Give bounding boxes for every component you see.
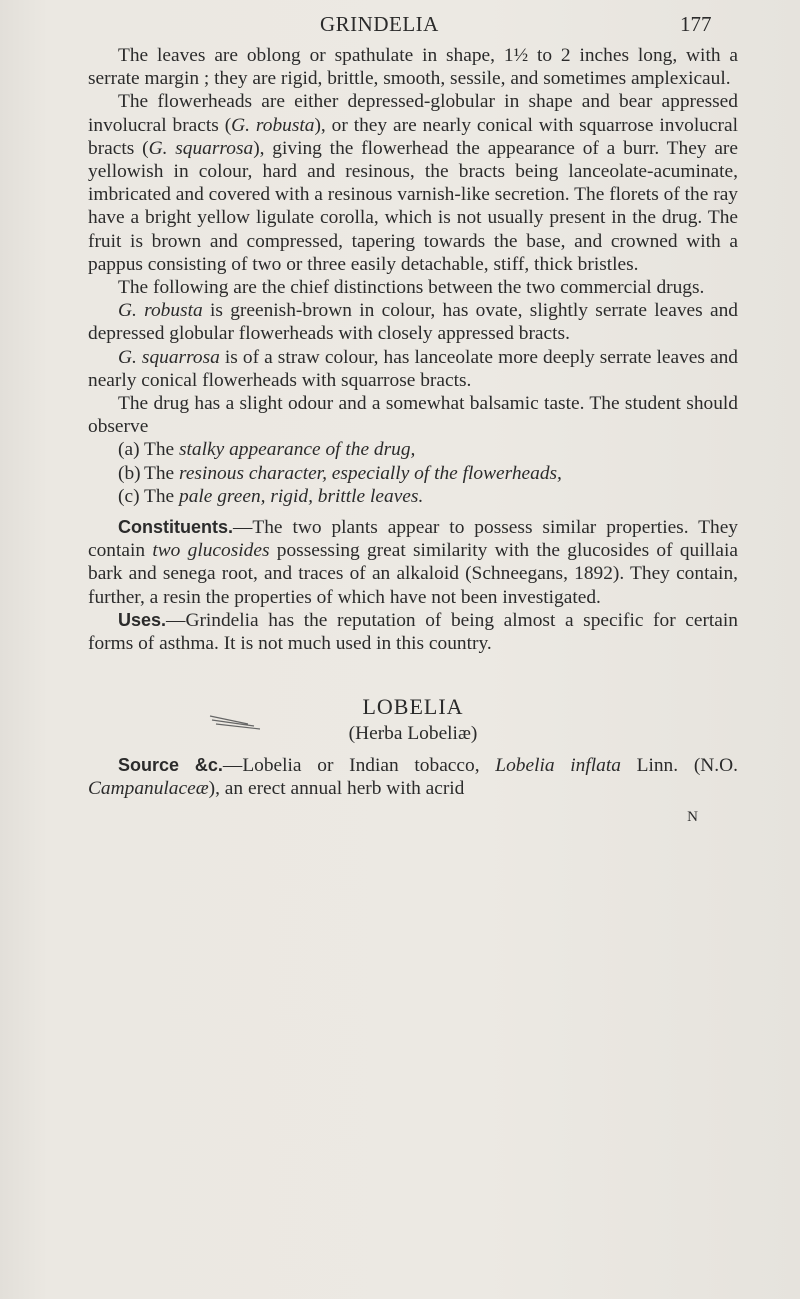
text-span: possessing great similarity with the glucosides of quillaia bark and senega root, and traces of an alkaloid (Schneegans, 1892). They contain, further, a resin the properties of which have not been investigated. (88, 540, 738, 608)
list-item (88, 485, 738, 508)
running-title: GRINDELIA (320, 12, 439, 36)
family-name: Campanulaceæ (88, 777, 209, 799)
list-marker: (b) (118, 462, 141, 484)
species-name: Lobelia inflata (495, 754, 621, 776)
species-name: G. squarrosa (148, 137, 254, 159)
species-name: G. squarrosa (118, 346, 220, 368)
list-item (88, 462, 738, 485)
distinctions-intro-paragraph: The following are the chief distinctions between the two commercial drugs. (118, 277, 705, 299)
text-span: The flowerheads are either depressed-globular in shape and bear appressed involucral bracts ( (88, 91, 738, 136)
lobelia-source-paragraph (88, 754, 738, 800)
squarrosa-paragraph (88, 346, 738, 392)
body-text (88, 44, 738, 829)
text-span: ), or they are nearly conical with squarrose involucral bracts ( (88, 114, 738, 159)
odour-paragraph: The drug has a slight odour and a somewhat balsamic taste. The student should observe (88, 393, 738, 438)
lobelia-latin-name: (Herba Lobeliæ) (348, 723, 478, 745)
text-span: The (144, 439, 179, 461)
text-span: The (144, 462, 179, 484)
leaves-paragraph: The leaves are oblong or spathulate in shape, 1½ to 2 inches long, with a serrate margin ; they are rigid, brittle, smooth, sessile, and sometimes amplexicaul. (88, 45, 738, 90)
uses-paragraph (88, 609, 738, 655)
text-span: —The two plants appear to possess similar properties. They contain (88, 517, 738, 562)
constituents-paragraph (88, 516, 738, 609)
page-number: 177 (680, 12, 712, 36)
text-span: —Lobelia or Indian tobacco, (222, 754, 496, 776)
text-span: is of a straw colour, has lanceolate more deeply serrate leaves and nearly conical flowerheads with squarrose bracts. (88, 346, 739, 391)
constituents-heading: Constituents. (118, 517, 233, 538)
lobelia-section-title: LOBELIA (362, 694, 464, 720)
text-span: The (144, 485, 179, 507)
text-span: —Grindelia has the reputation of being almost a specific for certain forms of asthma. It is not much used in this country. (88, 609, 738, 655)
list-item-text: pale green, rigid, brittle leaves. (179, 485, 424, 507)
observe-list (88, 438, 738, 508)
text-span: Linn. (N.O. (620, 754, 738, 776)
source-heading: Source &c. (118, 754, 223, 775)
page-header (0, 6, 800, 38)
list-marker: (a) (118, 439, 140, 461)
text-span: ), an erect annual herb with acrid (208, 777, 465, 799)
list-marker: (c) (118, 485, 140, 507)
robusta-paragraph (88, 299, 738, 345)
uses-heading: Uses. (118, 609, 167, 630)
text-span: is greenish-brown in colour, has ovate, slightly serrate leaves and depressed globular flowerheads with closely appressed bracts. (88, 300, 738, 345)
pencil-mark-icon (208, 712, 268, 732)
flowerheads-paragraph (88, 90, 738, 276)
lobelia-subtitle (88, 722, 738, 745)
emphasis-text: two glucosides (152, 540, 270, 562)
signature-mark: N (687, 809, 698, 826)
list-item (88, 438, 738, 461)
text-span: ), giving the flowerhead the appearance of a burr. They are yellowish in colour, hard and resinous, the bracts being lanceolate-acuminate, imbricated and covered with a resinous varnish-like secretion. The florets of the ray have a bright yellow ligulate corolla, which is not usually present in the drug. The fruit is brown and compressed, tapering towards the base, and crowned with a pappus consisting of two or three easily detachable, stiff, thick bristles. (88, 137, 738, 275)
species-name: G. robusta (231, 114, 315, 136)
species-name: G. robusta (118, 300, 203, 322)
list-item-text: stalky appearance of the drug, (179, 439, 416, 461)
list-item-text: resinous character, especially of the flowerheads, (179, 462, 562, 484)
